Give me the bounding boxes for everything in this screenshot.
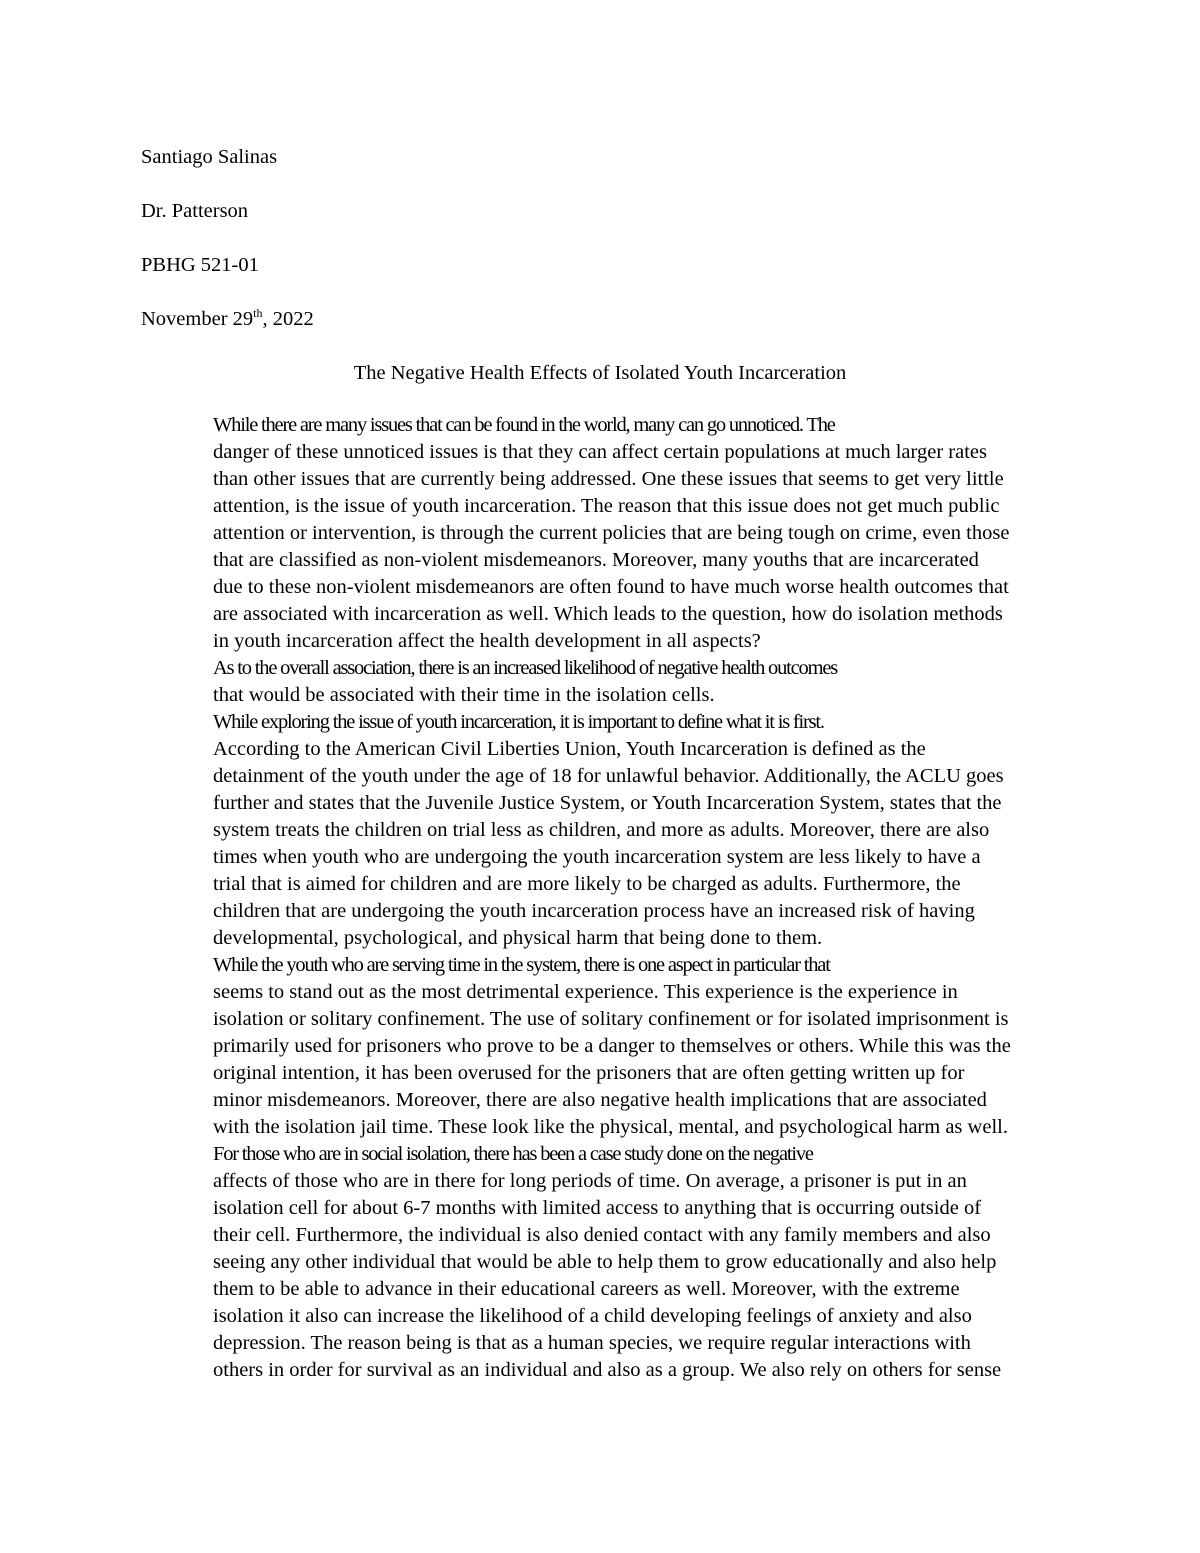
text-line: For those who are in social isolation, there has been a case study done on the negative — [213, 1143, 813, 1165]
text-line: them to be able to advance in their educational careers as well. Moreover, with the extreme — [213, 1278, 960, 1300]
text-line: isolation cell for about 6-7 months with limited access to anything that is occurring outside of — [213, 1197, 982, 1219]
text-line: isolation it also can increase the likelihood of a child developing feelings of anxiety and also — [213, 1305, 972, 1327]
text-line: While there are many issues that can be found in the world, many can go unnoticed. The — [213, 414, 835, 436]
text-line: their cell. Furthermore, the individual is also denied contact with any family members and also — [213, 1224, 991, 1246]
paragraph-1 — [141, 412, 1058, 655]
text-line: trial that is aimed for children and are more likely to be charged as adults. Furthermore, the — [213, 873, 961, 895]
text-line: detainment of the youth under the age of 18 for unlawful behavior. Additionally, the ACLU goes — [213, 765, 1004, 787]
text-line: danger of these unnoticed issues is that they can affect certain populations at much larger rates — [213, 441, 987, 463]
text-line: in youth incarceration affect the health development in all aspects? — [213, 630, 761, 652]
text-line: further and states that the Juvenile Justice System, or Youth Incarceration System, states that the — [213, 792, 1002, 814]
text-line: While the youth who are serving time in the system, there is one aspect in particular that — [213, 954, 830, 976]
date-year: , 2022 — [262, 308, 314, 330]
text-line: As to the overall association, there is an increased likelihood of negative health outcomes — [213, 657, 838, 679]
course-code: PBHG 521-01 — [141, 254, 259, 276]
text-line: original intention, it has been overused for the prisoners that are often getting written up for — [213, 1062, 965, 1084]
text-line: attention or intervention, is through the current policies that are being tough on crime, even those — [213, 522, 1010, 544]
text-line: According to the American Civil Liberties Union, Youth Incarceration is defined as the — [213, 738, 926, 760]
text-line: attention, is the issue of youth incarceration. The reason that this issue does not get much public — [213, 495, 1000, 517]
text-line: system treats the children on trial less as children, and more as adults. Moreover, there are also — [213, 819, 990, 841]
date-ordinal-suffix: th — [253, 306, 263, 320]
header-block — [141, 142, 314, 358]
text-line: than other issues that are currently being addressed. One these issues that seems to get very little — [213, 468, 1004, 490]
text-line: developmental, psychological, and physical harm that being done to them. — [213, 927, 823, 949]
paragraph-4 — [141, 952, 1058, 1141]
text-line: minor misdemeanors. Moreover, there are also negative health implications that are associated — [213, 1089, 987, 1111]
instructor-name: Dr. Patterson — [141, 200, 249, 222]
text-line: that are classified as non-violent misdemeanors. Moreover, many youths that are incarcerated — [213, 549, 979, 571]
paragraph-3 — [141, 709, 1058, 952]
text-line: due to these non-violent misdemeanors are often found to have much worse health outcomes that — [213, 576, 1009, 598]
date-month-day: November 29 — [141, 308, 254, 330]
essay-title: The Negative Health Effects of Isolated Youth Incarceration — [353, 362, 847, 384]
text-line: isolation or solitary confinement. The use of solitary confinement or for isolated imprisonment is — [213, 1008, 1009, 1030]
text-line: While exploring the issue of youth incarceration, it is important to define what it is first. — [213, 711, 824, 733]
submission-date — [141, 304, 314, 358]
text-line: primarily used for prisoners who prove to be a danger to themselves or others. While this was the — [213, 1035, 1011, 1057]
text-line: with the isolation jail time. These look like the physical, mental, and psychological harm as well. — [213, 1116, 1008, 1138]
paragraph-5 — [141, 1141, 1058, 1384]
paragraph-2 — [141, 655, 1058, 709]
text-line: that would be associated with their time in the isolation cells. — [213, 684, 715, 706]
text-line: children that are undergoing the youth incarceration process have an increased risk of having — [213, 900, 975, 922]
text-line: depression. The reason being is that as a human species, we require regular interactions with — [213, 1332, 971, 1354]
essay-body — [141, 412, 1058, 1384]
text-line: affects of those who are in there for long periods of time. On average, a prisoner is put in an — [213, 1170, 967, 1192]
text-line: others in order for survival as an individual and also as a group. We also rely on others for sense — [213, 1359, 1002, 1381]
text-line: seeing any other individual that would be able to help them to grow educationally and also help — [213, 1251, 997, 1273]
text-line: seems to stand out as the most detrimental experience. This experience is the experience in — [213, 981, 958, 1003]
text-line: are associated with incarceration as well. Which leads to the question, how do isolation methods — [213, 603, 1003, 625]
text-line: times when youth who are undergoing the youth incarceration system are less likely to have a — [213, 846, 981, 868]
author-name: Santiago Salinas — [141, 146, 278, 168]
